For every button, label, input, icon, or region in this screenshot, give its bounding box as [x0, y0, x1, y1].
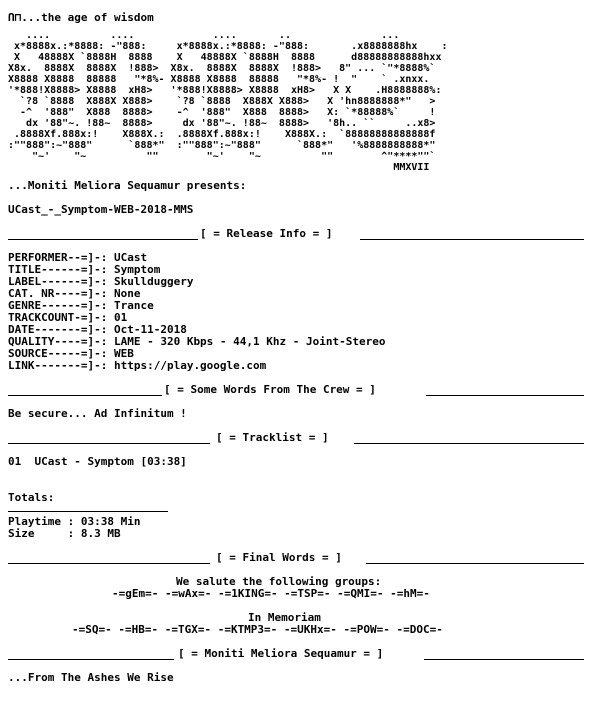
ascii-logo-line: dx '88"~. !88~ 8888> dx '88"~. !88~ 8888> '8h.. `` ..x8>	[8, 118, 436, 129]
release-info-value: Symptom	[113, 263, 161, 276]
release-info-value: https://play.google.com	[113, 359, 267, 372]
release-info-key: PERFORMER--=]-:	[8, 251, 114, 264]
crew-words-separator	[8, 384, 584, 396]
release-info-value: 01	[113, 311, 128, 324]
ascii-logo-line: X8888 X8888 88888 "*8%- X8888 X8888 88888 "*8%- ! " ` .xnxx.	[8, 74, 430, 85]
totals-underline	[8, 511, 168, 512]
release-info-key: GENRE------=]-:	[8, 299, 114, 312]
ascii-logo	[8, 30, 448, 173]
totals-playtime: Playtime : 03:38 Min	[8, 515, 141, 528]
release-info-key: TITLE------=]-:	[8, 263, 114, 276]
intro-line: Ո⊓...the age of wisdom	[8, 11, 154, 24]
salute-heading: We salute the following groups:	[176, 575, 382, 588]
closing-line: ...From The Ashes We Rise	[8, 671, 174, 684]
ascii-logo-line: MMXVII	[8, 162, 430, 173]
release-info-value: Trance	[113, 299, 154, 312]
totals-size: Size : 8.3 MB	[8, 527, 121, 540]
ascii-logo-line: `?8 `8888 X888X X888> `?8 `8888 X888X X888> X 'hn8888888*" >	[8, 96, 436, 107]
tracklist-heading: [ = Tracklist = ]	[216, 431, 329, 444]
ascii-logo-line: "~' "~ "" "~' "~ "" ^"****""`	[8, 151, 436, 162]
totals-heading: Totals:	[8, 491, 55, 504]
ascii-logo-line: x*8888x.:*8888: -"888: x*8888x.:*8888: -"888: .x8888888hx :	[8, 41, 448, 52]
ascii-logo-line: .... .... .... .. ...	[8, 30, 400, 41]
release-info-value: Skullduggery	[113, 275, 194, 288]
ascii-logo-line: :""888":~"888" `888*" :""888":~"888" `888*" '%8888888888*"	[8, 140, 436, 151]
ascii-logo-line: .8888Xf.888x:! X888X.: .8888Xf.888x:! X888X.: `88888888888888f	[8, 129, 436, 140]
release-info-key: LABEL------=]-:	[8, 275, 114, 288]
ascii-logo-line: X8x. 8888X 8888X !888> X8x. 8888X 8888X !888> 8" ... `"*8888%`	[8, 63, 436, 74]
release-info-value: LAME - 320 Kbps - 44,1 Khz - Joint-Stereo	[113, 335, 386, 348]
crew-words-heading: [ = Some Words From The Crew = ]	[164, 383, 376, 396]
memoriam-heading: In Memoriam	[248, 611, 321, 624]
salute-groups: -=gEm=- -=wAx=- -=1KING=- -=TSP=- -=QMI=- -=hM=-	[112, 587, 430, 600]
release-info-value: None	[113, 287, 141, 300]
release-info-key: QUALITY----=]-:	[8, 335, 114, 348]
release-info-key: SOURCE-----=]-:	[8, 347, 114, 360]
release-info-key: LINK-------=]-:	[8, 359, 114, 372]
final-words-separator	[8, 552, 584, 564]
crew-message: Be secure... Ad Infinitum !	[8, 407, 187, 420]
release-info-key: CAT. NR----=]-:	[8, 287, 114, 300]
presents-line: ...Moniti Meliora Sequamur presents:	[8, 179, 247, 192]
final-words-heading: [ = Final Words = ]	[216, 551, 342, 564]
release-info-value: WEB	[113, 347, 134, 360]
footer-separator	[8, 648, 584, 660]
release-info-row	[8, 360, 266, 372]
release-info-heading: [ = Release Info = ]	[200, 227, 333, 240]
footer-separator-heading: [ = Moniti Meliora Sequamur = ]	[178, 647, 384, 660]
release-info-value: Oct-11-2018	[113, 323, 187, 336]
release-info-value: UCast	[113, 251, 148, 264]
release-info-key: TRACKCOUNT-=]-:	[8, 311, 114, 324]
track-item: 01 UCast - Symptom [03:38]	[8, 455, 187, 468]
release-name: UCast_-_Symptom-WEB-2018-MMS	[8, 203, 194, 216]
ascii-logo-line: '*888!X8888> X8888 xH8> '*888!X8888> X8888 xH8> X X .H8888888%:	[8, 85, 442, 96]
ascii-logo-line: -^ '888" X888 8888> -^ '888" X888 8888> X: `*88888%` !	[8, 107, 436, 118]
release-info-key: DATE-------=]-:	[8, 323, 114, 336]
ascii-logo-line: X 48888X `8888H 8888 X 48888X `8888H 8888 d88888888888hxx	[8, 52, 442, 63]
memoriam-groups: -=SQ=- -=HB=- -=TGX=- -=KTMP3=- -=UKHx=- -=POW=- -=DOC=-	[72, 623, 443, 636]
release-info-separator	[8, 228, 584, 240]
tracklist-separator	[8, 432, 584, 444]
